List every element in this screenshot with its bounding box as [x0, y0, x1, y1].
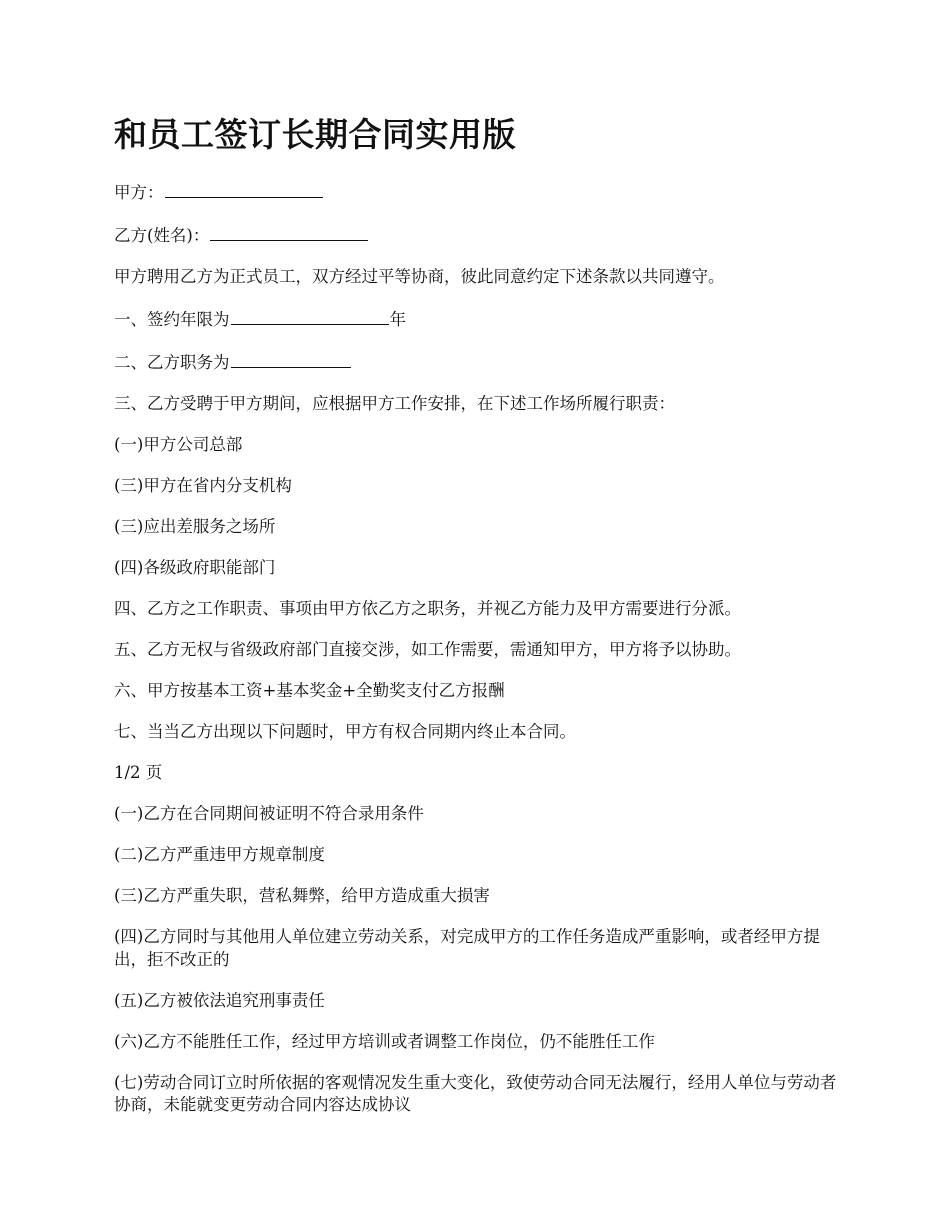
workplace-item-2: (三)甲方在省内分支机构	[114, 476, 292, 495]
position-blank	[231, 350, 351, 368]
clause-2-prefix: 二、乙方职务为	[114, 353, 230, 372]
page-marker: 1/2 页	[114, 763, 163, 782]
document-title: 和员工签订长期合同实用版	[114, 115, 516, 154]
workplace-item-3: (三)应出差服务之场所	[114, 517, 276, 536]
party-a-line	[114, 180, 844, 205]
termination-item-7: (七)劳动合同订立时所依据的客观情况发生重大变化，致使劳动合同无法履行，经用人单位与劳动者协商，未能就变更劳动合同内容达成协议	[114, 1072, 837, 1114]
workplace-item-1: (一)甲方公司总部	[114, 435, 243, 454]
party-a-label: 甲方：	[114, 183, 164, 202]
termination-item-2: (二)乙方严重违甲方规章制度	[114, 845, 325, 864]
term-years-blank	[231, 307, 389, 325]
clause-4: 四、乙方之工作职责、事项由甲方依乙方之职务，并视乙方能力及甲方需要进行分派。	[114, 599, 741, 618]
party-b-label: 乙方(姓名)：	[114, 226, 210, 245]
termination-item-6: (六)乙方不能胜任工作，经过甲方培训或者调整工作岗位，仍不能胜任工作	[114, 1031, 655, 1051]
document-body	[114, 180, 844, 1135]
clause-3: 三、乙方受聘于甲方期间，应根据甲方工作安排，在下述工作场所履行职责：	[114, 394, 675, 413]
party-b-line	[114, 223, 844, 248]
termination-item-5: (五)乙方被依法追究刑事责任	[114, 990, 325, 1010]
clause-1-prefix: 一、签约年限为	[114, 310, 230, 329]
workplace-item-4: (四)各级政府职能部门	[114, 558, 276, 577]
clause-2	[114, 350, 844, 375]
termination-item-4: (四)乙方同时与其他用人单位建立劳动关系，对完成甲方的工作任务造成严重影响，或者经甲方提出，拒不改正的	[114, 927, 820, 969]
clause-1-suffix: 年	[389, 310, 406, 329]
party-a-blank	[165, 180, 323, 198]
termination-item-3: (三)乙方严重失职，营私舞弊，给甲方造成重大损害	[114, 886, 490, 905]
clause-5: 五、乙方无权与省级政府部门直接交涉，如工作需要，需通知甲方，甲方将予以协助。	[114, 640, 741, 659]
clause-6: 六、甲方按基本工资+基本奖金+全勤奖支付乙方报酬	[114, 681, 505, 700]
intro-paragraph: 甲方聘用乙方为正式员工，双方经过平等协商，彼此同意约定下述条款以共同遵守。	[114, 267, 725, 286]
termination-item-1: (一)乙方在合同期间被证明不符合录用条件	[114, 804, 424, 823]
party-b-blank	[210, 223, 368, 241]
clause-7: 七、当当乙方出现以下问题时，甲方有权合同期内终止本合同。	[114, 722, 576, 741]
clause-1	[114, 307, 844, 332]
